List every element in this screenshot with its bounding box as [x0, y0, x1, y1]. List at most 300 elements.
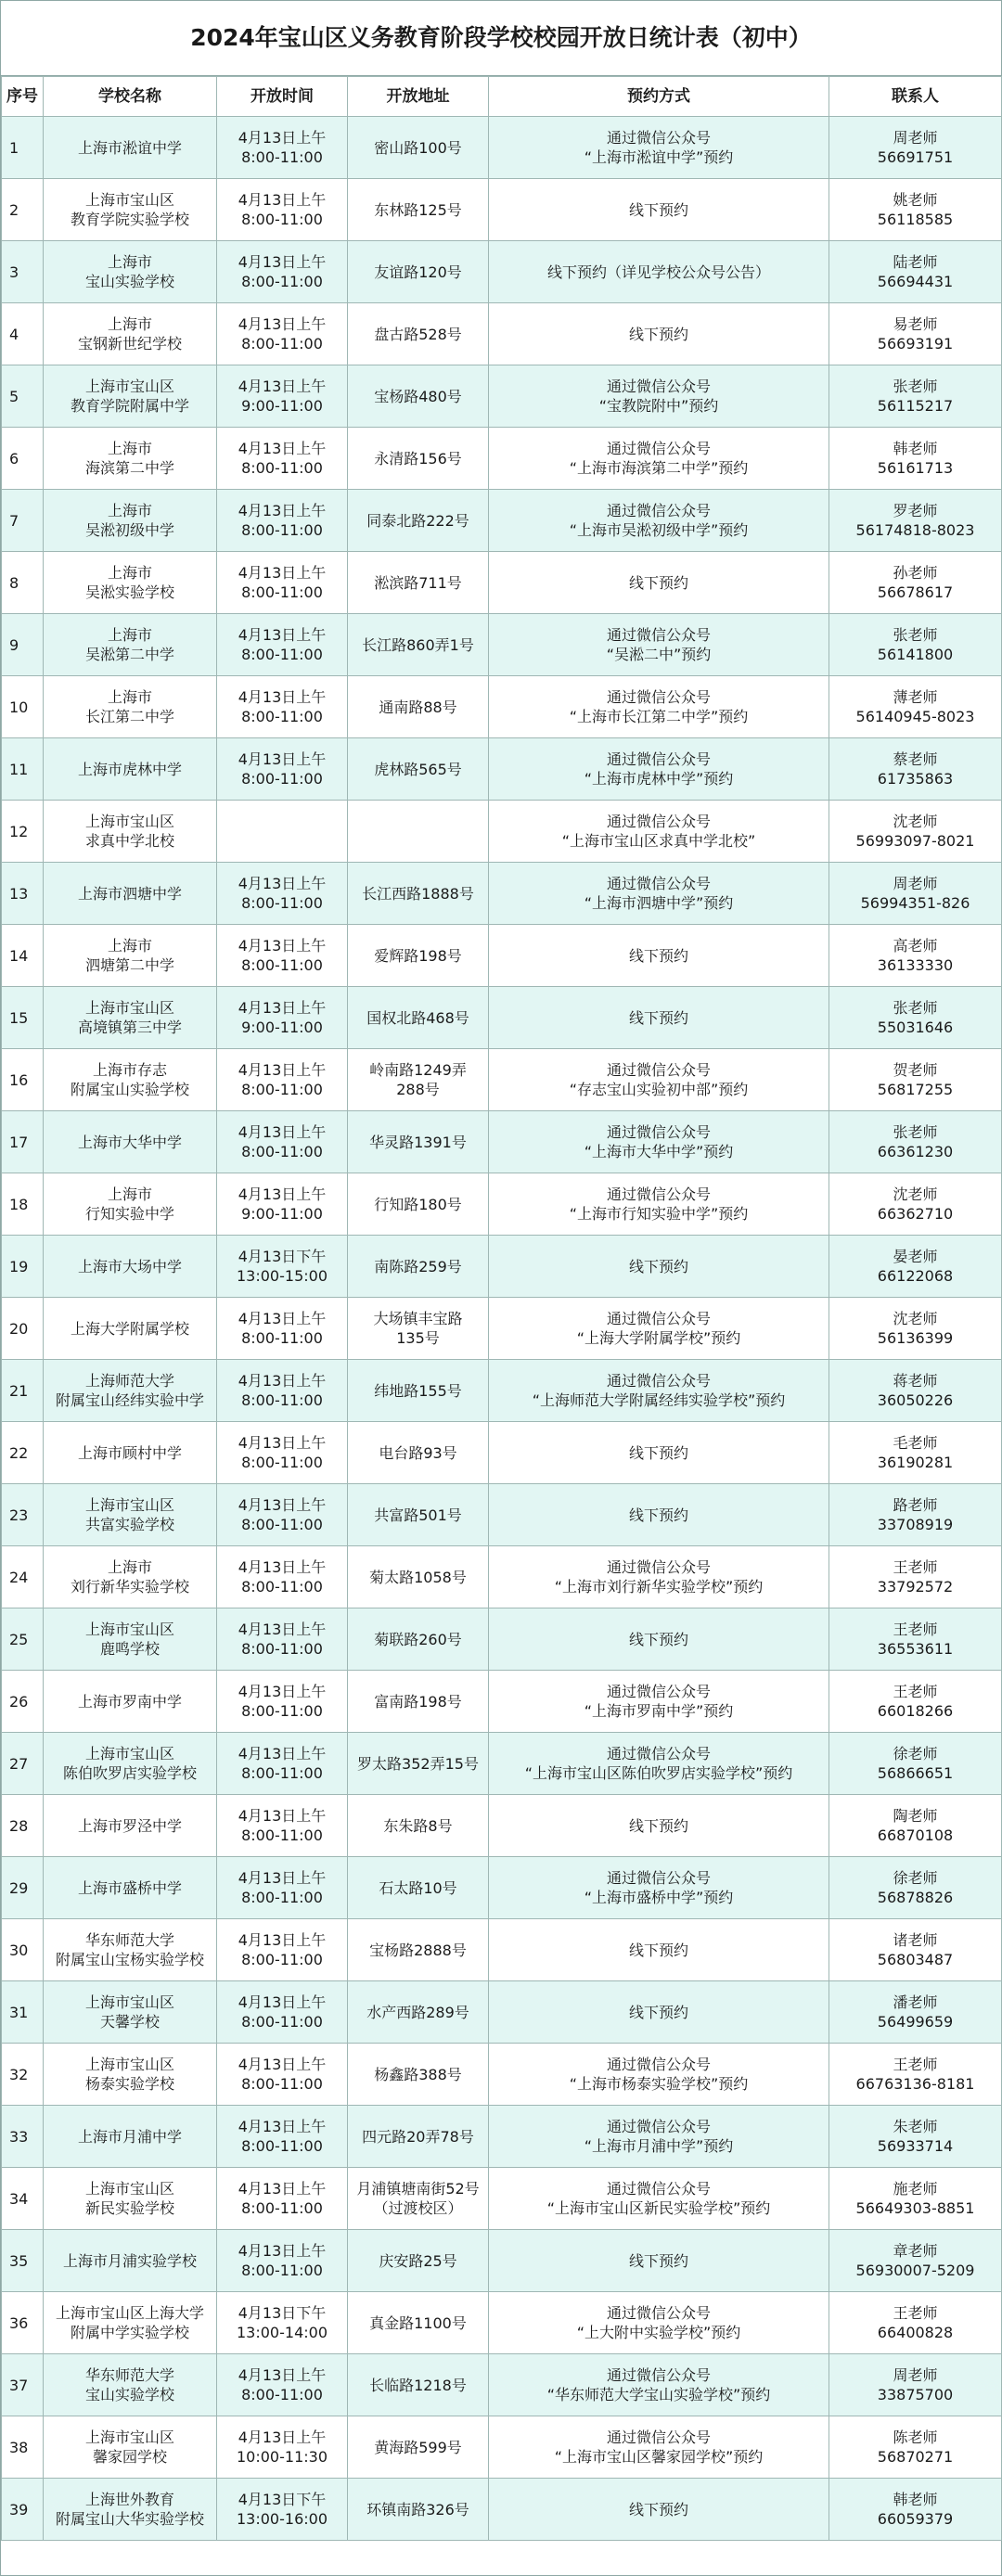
cell-address-line: 罗太路352弄15号	[357, 1754, 479, 1773]
cell-contact-line: 王老师	[893, 2304, 938, 2322]
cell-address	[348, 1671, 489, 1733]
cell-time-line: 4月13日上午	[238, 1185, 327, 1203]
cell-school-line: 上海市宝山区	[84, 378, 174, 395]
cell-time-line: 10:00-11:30	[237, 2448, 328, 2466]
cell-seq: 36	[2, 2292, 44, 2354]
cell-seq: 2	[2, 179, 44, 241]
cell-school-line: 刘行新华实验学校	[70, 1578, 189, 1596]
cell-school-line: 上海市	[107, 626, 152, 644]
cell-address-line: 虎林路565号	[374, 760, 462, 778]
table-row	[2, 1173, 1002, 1236]
cell-seq: 24	[2, 1546, 44, 1608]
cell-booking-line: 通过微信公众号	[606, 1745, 711, 1762]
cell-contact	[829, 987, 1002, 1049]
cell-booking	[489, 1298, 829, 1360]
cell-contact-line: 56115217	[877, 397, 954, 415]
cell-contact-line: 沈老师	[893, 813, 938, 830]
cell-contact-line: 56866651	[877, 1764, 954, 1782]
cell-time-line: 4月13日上午	[238, 1931, 327, 1949]
cell-booking	[489, 1857, 829, 1919]
cell-booking	[489, 1733, 829, 1795]
cell-contact	[829, 1236, 1002, 1298]
cell-seq: 39	[2, 2479, 44, 2541]
cell-school-line: 泗塘第二中学	[84, 956, 174, 974]
cell-address-line: 庆安路25号	[379, 2251, 457, 2270]
cell-address-line: 爱辉路198号	[374, 946, 462, 965]
cell-contact-line: 56693191	[877, 335, 954, 352]
cell-school-line: 求真中学北校	[84, 832, 174, 850]
cell-contact	[829, 1422, 1002, 1484]
cell-school-line: 长江第二中学	[84, 708, 174, 725]
cell-address	[348, 614, 489, 676]
cell-time-line: 8:00-11:00	[241, 1578, 323, 1596]
cell-address-line: 菊联路260号	[374, 1630, 462, 1648]
cell-contact	[829, 1857, 1002, 1919]
cell-contact-line: 55031646	[877, 1019, 954, 1036]
cell-contact-line: 诸老师	[893, 1931, 938, 1949]
cell-address-line: 国权北路468号	[366, 1008, 469, 1027]
cell-school-line: 上海市	[107, 502, 152, 519]
cell-time-line: 9:00-11:00	[241, 397, 323, 415]
cell-address	[348, 2479, 489, 2541]
cell-time-line: 4月13日上午	[238, 937, 327, 955]
cell-school-line: 上海市	[107, 688, 152, 706]
cell-time-line: 4月13日上午	[238, 1807, 327, 1825]
cell-school-line: 上海市大场中学	[77, 1257, 182, 1275]
cell-booking-line: 线下预约	[628, 1941, 688, 1959]
cell-school	[44, 117, 217, 179]
cell-address	[348, 987, 489, 1049]
cell-time-line: 8:00-11:00	[241, 1516, 323, 1533]
cell-address-line: 南陈路259号	[374, 1257, 462, 1275]
cell-time-line: 8:00-11:00	[241, 2262, 323, 2279]
cell-contact	[829, 1671, 1002, 1733]
cell-booking	[489, 2044, 829, 2106]
cell-seq: 23	[2, 1484, 44, 1546]
cell-booking-line: “上海市月浦中学”预约	[584, 2137, 734, 2155]
cell-address-line: 石太路10号	[379, 1878, 457, 1897]
cell-booking-line: 线下预约	[628, 946, 688, 965]
table-row	[2, 2168, 1002, 2230]
cell-contact	[829, 1484, 1002, 1546]
cell-time	[217, 303, 348, 365]
cell-time-line: 4月13日上午	[238, 1745, 327, 1762]
cell-contact-line: 潘老师	[893, 1993, 938, 2011]
cell-school	[44, 552, 217, 614]
cell-time	[217, 738, 348, 801]
cell-time-line: 8:00-11:00	[241, 646, 323, 663]
cell-school	[44, 179, 217, 241]
cell-school-line: 新民实验学校	[84, 2199, 174, 2217]
cell-school	[44, 1236, 217, 1298]
cell-contact-line: 罗老师	[893, 502, 938, 519]
cell-address	[348, 1298, 489, 1360]
cell-booking-line: 线下预约	[628, 2251, 688, 2270]
cell-time-line: 13:00-14:00	[237, 2324, 328, 2341]
cell-contact	[829, 1298, 1002, 1360]
cell-address-line: 135号	[396, 1329, 440, 1347]
cell-contact	[829, 2168, 1002, 2230]
cell-address	[348, 1173, 489, 1236]
cell-time	[217, 2230, 348, 2292]
cell-time	[217, 1919, 348, 1981]
cell-address	[348, 801, 489, 863]
cell-booking	[489, 987, 829, 1049]
table-row	[2, 2106, 1002, 2168]
cell-time	[217, 1484, 348, 1546]
cell-school-line: 吴淞实验学校	[84, 583, 174, 601]
cell-contact-line: 周老师	[893, 875, 938, 892]
cell-booking-line: 通过微信公众号	[606, 1310, 711, 1327]
cell-school-line: 附属中学实验学校	[70, 2324, 189, 2341]
cell-booking-line: 通过微信公众号	[606, 1372, 711, 1390]
cell-contact-line: 56161713	[877, 459, 954, 477]
cell-time-line: 8:00-11:00	[241, 894, 323, 912]
cell-seq: 32	[2, 2044, 44, 2106]
cell-address	[348, 1733, 489, 1795]
table-row	[2, 2416, 1002, 2479]
cell-school-line: 宝钢新世纪学校	[77, 335, 182, 352]
cell-time-line: 4月13日上午	[238, 1496, 327, 1514]
cell-booking	[489, 1919, 829, 1981]
cell-time-line: 4月13日上午	[238, 564, 327, 582]
cell-school-line: 天馨学校	[99, 2013, 160, 2031]
cell-contact	[829, 614, 1002, 676]
cell-school-line: 上海市宝山区	[84, 1993, 174, 2011]
cell-school-line: 陈伯吹罗店实验学校	[62, 1764, 197, 1782]
cell-contact	[829, 925, 1002, 987]
table-row	[2, 1981, 1002, 2044]
cell-time-line: 4月13日上午	[238, 875, 327, 892]
cell-school-line: 华东师范大学	[84, 1931, 174, 1949]
cell-booking-line: 线下预约	[628, 2003, 688, 2021]
cell-contact	[829, 1546, 1002, 1608]
cell-school-line: 宝山实验学校	[84, 273, 174, 290]
cell-address	[348, 1111, 489, 1173]
cell-school	[44, 490, 217, 552]
cell-school-line: 海滨第二中学	[84, 459, 174, 477]
cell-address-line: 行知路180号	[374, 1195, 462, 1213]
cell-address-line: 永清路156号	[374, 449, 462, 468]
cell-booking-line: “上海市盛桥中学”预约	[584, 1889, 734, 1906]
cell-time-line: 8:00-11:00	[241, 273, 323, 290]
cell-time-line: 4月13日上午	[238, 2118, 327, 2135]
cell-address	[348, 2354, 489, 2416]
cell-address	[348, 1360, 489, 1422]
cell-booking	[489, 1049, 829, 1111]
cell-booking-line: “华东师范大学宝山实验学校”预约	[546, 2386, 771, 2403]
cell-school	[44, 2168, 217, 2230]
cell-address	[348, 676, 489, 738]
cell-seq: 27	[2, 1733, 44, 1795]
cell-booking	[489, 801, 829, 863]
cell-time-line: 8:00-11:00	[241, 2386, 323, 2403]
cell-booking-line: 通过微信公众号	[606, 2304, 711, 2322]
cell-time	[217, 1360, 348, 1422]
cell-contact-line: 33792572	[877, 1578, 954, 1596]
cell-contact-line: 朱老师	[893, 2118, 938, 2135]
cell-time-line: 8:00-11:00	[241, 1764, 323, 1782]
cell-booking-line: 线下预约	[628, 200, 688, 219]
cell-school-line: 上海市宝山区	[84, 1745, 174, 1762]
cell-seq: 7	[2, 490, 44, 552]
cell-time-line: 4月13日上午	[238, 688, 327, 706]
cell-address	[348, 428, 489, 490]
cell-school-line: 上海大学附属学校	[70, 1319, 189, 1338]
cell-time	[217, 925, 348, 987]
cell-contact-line: 高老师	[893, 937, 938, 955]
cell-booking-line: “上海市行知实验中学”预约	[569, 1205, 749, 1223]
cell-contact-line: 56136399	[877, 1329, 954, 1347]
cell-booking-line: “宝教院附中”预约	[598, 397, 719, 415]
cell-contact-line: 56678617	[877, 583, 954, 601]
cell-school-line: 杨泰实验学校	[84, 2075, 174, 2093]
cell-time-line: 4月13日上午	[238, 2366, 327, 2384]
cell-time	[217, 2292, 348, 2354]
cell-seq: 8	[2, 552, 44, 614]
cell-contact-line: 56140945-8023	[855, 708, 975, 725]
header-school: 学校名称	[44, 77, 217, 117]
table-row	[2, 303, 1002, 365]
cell-address	[348, 179, 489, 241]
cell-contact-line: 56174818-8023	[855, 521, 975, 539]
cell-time-line: 8:00-11:00	[241, 148, 323, 166]
cell-address-line: 环镇南路326号	[366, 2500, 469, 2518]
table-row	[2, 1919, 1002, 1981]
cell-time-line: 13:00-15:00	[237, 1267, 328, 1285]
cell-address	[348, 2044, 489, 2106]
cell-school-line: 教育学院附属中学	[70, 397, 189, 415]
cell-seq: 16	[2, 1049, 44, 1111]
cell-booking	[489, 2354, 829, 2416]
cell-contact-line: 徐老师	[893, 1745, 938, 1762]
cell-school-line: 教育学院实验学校	[70, 211, 189, 228]
cell-school-line: 上海市宝山区	[84, 191, 174, 209]
cell-time-line: 8:00-11:00	[241, 1640, 323, 1658]
cell-time	[217, 1608, 348, 1671]
cell-seq: 17	[2, 1111, 44, 1173]
cell-school	[44, 676, 217, 738]
cell-school-line: 上海市	[107, 1558, 152, 1576]
cell-time-line: 8:00-11:00	[241, 335, 323, 352]
cell-contact-line: 张老师	[893, 378, 938, 395]
cell-school-line: 上海市罗南中学	[77, 1692, 182, 1711]
cell-booking-line: 通过微信公众号	[606, 2429, 711, 2446]
cell-address-line: 同泰北路222号	[366, 511, 469, 530]
cell-contact-line: 孙老师	[893, 564, 938, 582]
cell-booking-line: 通过微信公众号	[606, 1558, 711, 1576]
cell-booking-line: “上海市杨泰实验学校”预约	[569, 2075, 749, 2093]
cell-booking	[489, 1795, 829, 1857]
cell-contact-line: 36190281	[877, 1454, 954, 1471]
cell-time-line: 4月13日上午	[238, 1993, 327, 2011]
cell-time-line: 8:00-11:00	[241, 2137, 323, 2155]
cell-booking-line: “上海市宝山区陈伯吹罗店实验学校”预约	[524, 1764, 793, 1782]
cell-booking-line: 线下预约	[628, 1816, 688, 1835]
cell-booking-line: 线下预约	[628, 1257, 688, 1275]
cell-contact-line: 56803487	[877, 1951, 954, 1968]
cell-school-line: 上海市宝山区	[84, 2180, 174, 2198]
cell-time-line: 4月13日上午	[238, 502, 327, 519]
cell-booking	[489, 490, 829, 552]
cell-seq: 20	[2, 1298, 44, 1360]
cell-booking	[489, 2479, 829, 2541]
cell-time	[217, 1981, 348, 2044]
cell-time-line: 8:00-11:00	[241, 1826, 323, 1844]
cell-contact-line: 66870108	[877, 1826, 954, 1844]
cell-time-line: 4月13日上午	[238, 1683, 327, 1700]
cell-booking	[489, 2106, 829, 2168]
cell-address-line: 纬地路155号	[374, 1381, 462, 1400]
cell-booking-line: 通过微信公众号	[606, 1185, 711, 1203]
cell-contact	[829, 2044, 1002, 2106]
cell-address	[348, 117, 489, 179]
cell-booking-line: 通过微信公众号	[606, 813, 711, 830]
cell-address	[348, 2292, 489, 2354]
cell-time-line: 4月13日上午	[238, 2056, 327, 2073]
cell-address	[348, 1484, 489, 1546]
table-row	[2, 1733, 1002, 1795]
cell-school-line: 鹿鸣学校	[99, 1640, 160, 1658]
cell-school	[44, 1111, 217, 1173]
table-row	[2, 676, 1002, 738]
cell-time	[217, 552, 348, 614]
cell-school-line: 上海市虎林中学	[77, 760, 182, 778]
cell-school	[44, 863, 217, 925]
cell-booking	[489, 428, 829, 490]
cell-address	[348, 1608, 489, 1671]
cell-contact-line: 36050226	[877, 1391, 954, 1409]
cell-address-line: 真金路1100号	[369, 2313, 467, 2332]
cell-time	[217, 2479, 348, 2541]
cell-contact-line: 张老师	[893, 626, 938, 644]
cell-time-line: 4月13日上午	[238, 1558, 327, 1576]
cell-school-line: 上海市存志	[92, 1061, 167, 1079]
cell-booking-line: 通过微信公众号	[606, 688, 711, 706]
cell-booking-line: 线下预约	[628, 325, 688, 343]
cell-school	[44, 1173, 217, 1236]
cell-contact-line: 贺老师	[893, 1061, 938, 1079]
cell-contact-line: 56870271	[877, 2448, 954, 2466]
cell-contact-line: 章老师	[893, 2242, 938, 2260]
cell-booking	[489, 676, 829, 738]
cell-time-line: 8:00-11:00	[241, 1702, 323, 1720]
cell-address	[348, 490, 489, 552]
cell-school-line: 上海市宝山区	[84, 2429, 174, 2446]
cell-school	[44, 428, 217, 490]
cell-seq: 13	[2, 863, 44, 925]
cell-contact	[829, 863, 1002, 925]
cell-booking-line: 通过微信公众号	[606, 2366, 711, 2384]
table-row	[2, 863, 1002, 925]
cell-address	[348, 738, 489, 801]
cell-school	[44, 1360, 217, 1422]
cell-time	[217, 1857, 348, 1919]
cell-time-line: 4月13日上午	[238, 315, 327, 333]
cell-time	[217, 1236, 348, 1298]
cell-time-line: 4月13日上午	[238, 1310, 327, 1327]
table-row	[2, 1671, 1002, 1733]
cell-time-line: 4月13日上午	[238, 750, 327, 768]
cell-booking-line: “上海市刘行新华实验学校”预约	[554, 1578, 764, 1596]
cell-time-line: 4月13日下午	[238, 1248, 327, 1265]
cell-time-line: 13:00-16:00	[237, 2510, 328, 2528]
cell-booking-line: 通过微信公众号	[606, 1683, 711, 1700]
cell-contact	[829, 1795, 1002, 1857]
table-row	[2, 428, 1002, 490]
cell-address	[348, 1236, 489, 1298]
cell-booking	[489, 1173, 829, 1236]
cell-school-line: 上海市宝山区	[84, 1496, 174, 1514]
cell-school-line: 上海市宝山区	[84, 1621, 174, 1638]
cell-school	[44, 2230, 217, 2292]
cell-contact-line: 56118585	[877, 211, 954, 228]
cell-contact	[829, 552, 1002, 614]
cell-booking	[489, 365, 829, 428]
cell-time-line: 4月13日上午	[238, 1434, 327, 1452]
cell-school-line: 吴淞初级中学	[84, 521, 174, 539]
cell-booking	[489, 241, 829, 303]
cell-time-line: 8:00-11:00	[241, 1951, 323, 1968]
cell-booking-line: “上海市宝山区求真中学北校”	[561, 832, 756, 850]
cell-seq: 38	[2, 2416, 44, 2479]
cell-address	[348, 1981, 489, 2044]
cell-time	[217, 2044, 348, 2106]
cell-time-line: 4月13日上午	[238, 1621, 327, 1638]
cell-time	[217, 2168, 348, 2230]
table-row	[2, 738, 1002, 801]
cell-seq: 21	[2, 1360, 44, 1422]
cell-booking	[489, 614, 829, 676]
cell-booking	[489, 552, 829, 614]
cell-time-line: 8:00-11:00	[241, 2013, 323, 2031]
cell-booking	[489, 2292, 829, 2354]
cell-contact	[829, 2106, 1002, 2168]
cell-contact-line: 33875700	[877, 2386, 954, 2403]
cell-booking	[489, 1111, 829, 1173]
cell-address-line: 菊太路1058号	[369, 1568, 467, 1586]
cell-time-line: 8:00-11:00	[241, 211, 323, 228]
cell-contact	[829, 1049, 1002, 1111]
cell-time-line: 4月13日上午	[238, 2180, 327, 2198]
cell-address-line: 水产西路289号	[366, 2003, 469, 2021]
cell-booking-line: 通过微信公众号	[606, 2180, 711, 2198]
cell-school-line: 馨家园学校	[92, 2448, 167, 2466]
header-time: 开放时间	[217, 77, 348, 117]
table-row	[2, 2479, 1002, 2541]
cell-time-line: 8:00-11:00	[241, 708, 323, 725]
cell-school	[44, 1608, 217, 1671]
cell-seq: 34	[2, 2168, 44, 2230]
cell-time	[217, 1671, 348, 1733]
cell-school	[44, 1484, 217, 1546]
cell-address	[348, 863, 489, 925]
cell-address	[348, 365, 489, 428]
cell-seq: 31	[2, 1981, 44, 2044]
cell-time-line: 4月13日上午	[238, 440, 327, 457]
cell-contact	[829, 365, 1002, 428]
cell-school-line: 上海市罗泾中学	[77, 1816, 182, 1835]
cell-school	[44, 2479, 217, 2541]
cell-seq: 26	[2, 1671, 44, 1733]
cell-school	[44, 1919, 217, 1981]
cell-contact-line: 66361230	[877, 1143, 954, 1160]
header-seq: 序号	[2, 77, 44, 117]
cell-seq: 15	[2, 987, 44, 1049]
cell-time-line: 8:00-11:00	[241, 1454, 323, 1471]
cell-contact	[829, 303, 1002, 365]
cell-address-line: 288号	[396, 1081, 440, 1098]
